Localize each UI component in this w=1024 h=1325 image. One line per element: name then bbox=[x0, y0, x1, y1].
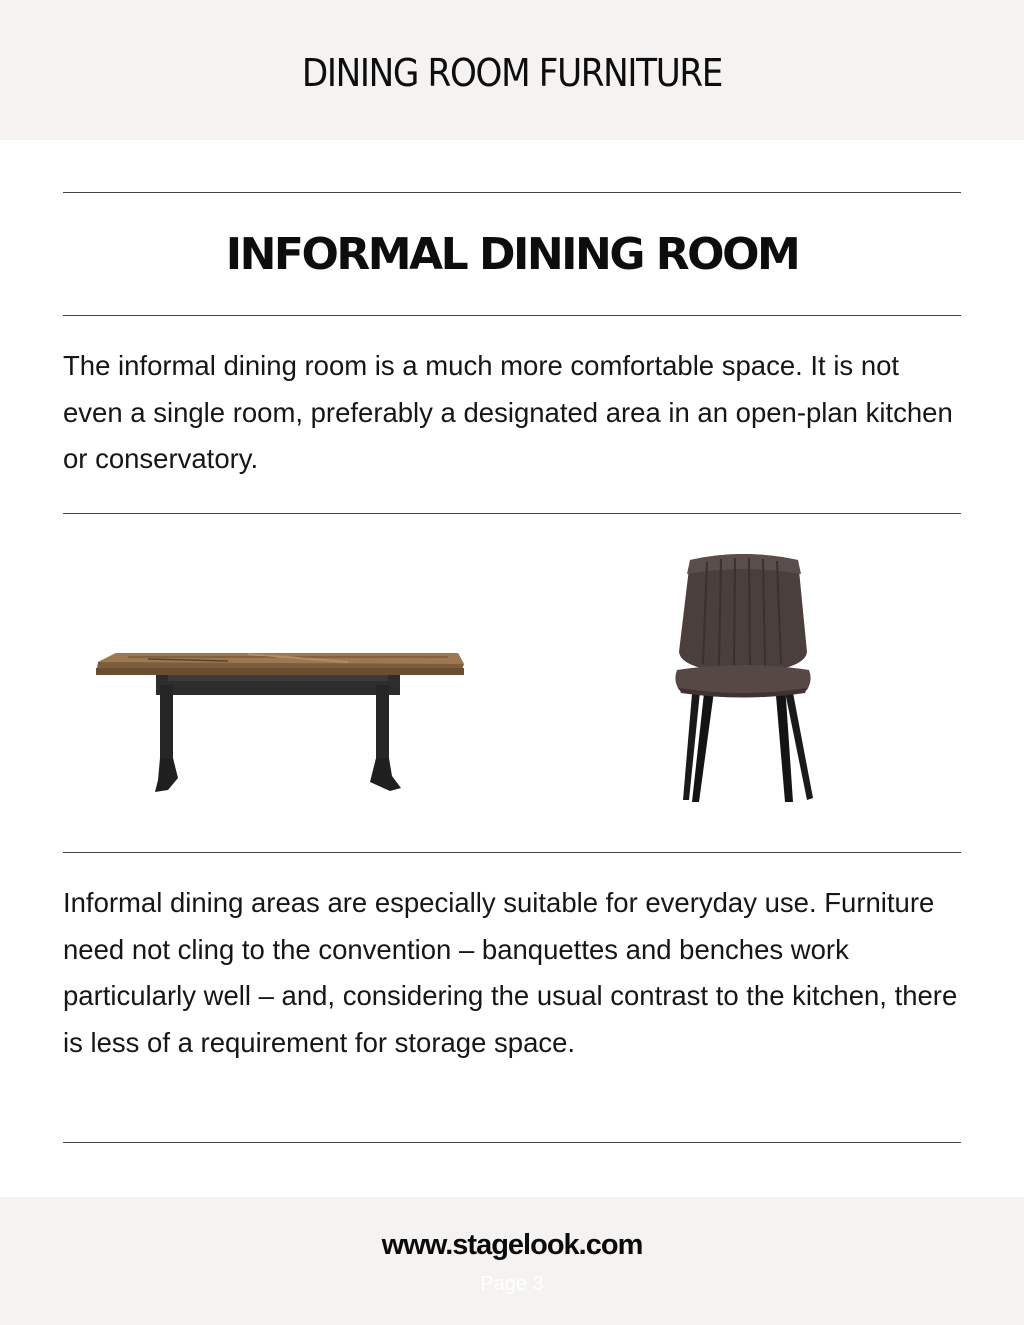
details-paragraph: Informal dining areas are especially suitable for everyday use. Furniture need not cling to the convention – banquettes and benches work particularly well – and, considering the usual contrast to the kitchen, there is less of a requirement for storage space. bbox=[63, 887, 958, 1058]
divider bbox=[63, 315, 961, 316]
dining-chair-icon bbox=[675, 554, 813, 802]
page-header-title: DINING ROOM FURNITURE bbox=[301, 51, 723, 95]
dining-table-icon bbox=[96, 653, 464, 792]
dining-table-image bbox=[88, 640, 468, 800]
divider bbox=[63, 192, 961, 193]
dining-chair-image bbox=[665, 552, 820, 807]
divider bbox=[63, 852, 961, 853]
section-title: INFORMAL DINING ROOM bbox=[225, 229, 799, 280]
divider bbox=[63, 1142, 961, 1143]
intro-paragraph: The informal dining room is a much more comfortable space. It is not even a single room, preferably a designated area in an open-plan kitchen or conservatory. bbox=[63, 350, 953, 474]
page-number: Page 3 bbox=[480, 1273, 544, 1295]
website-link[interactable]: www.stagelook.com bbox=[381, 1229, 643, 1261]
divider bbox=[63, 513, 961, 514]
